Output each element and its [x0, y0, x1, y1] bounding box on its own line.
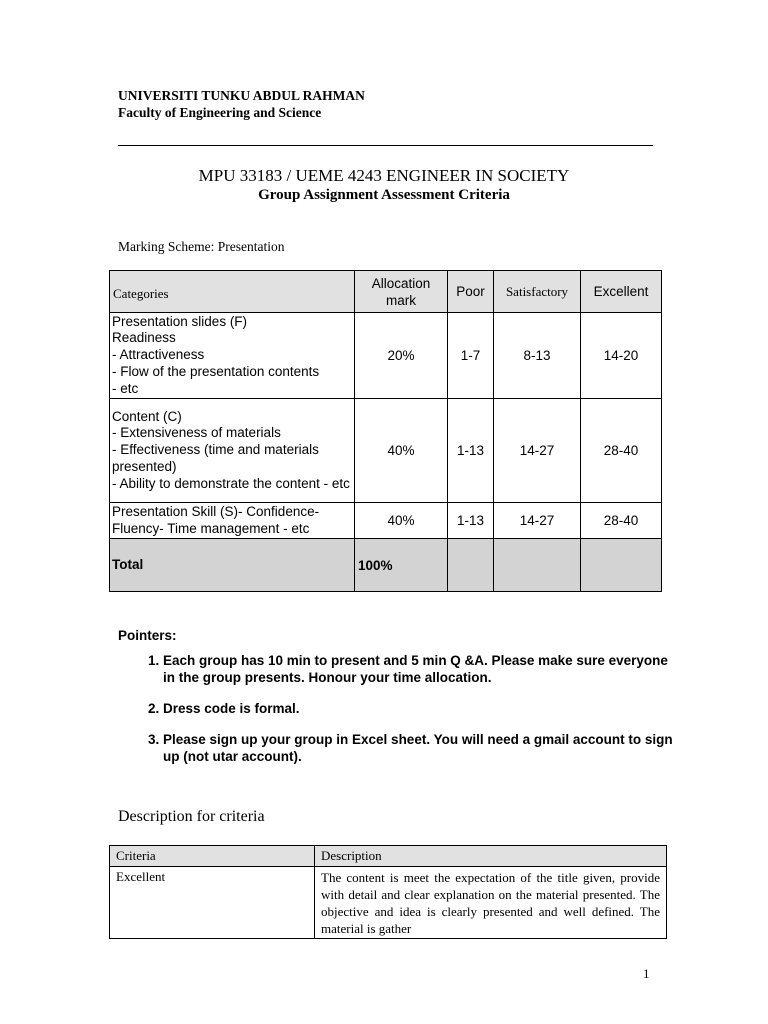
- criteria-cell: Excellent: [110, 867, 315, 939]
- assessment-criteria-table: [109, 270, 662, 592]
- satisfactory-cell: 14-27: [494, 503, 581, 539]
- description-text: The content is meet the expectation of the title given, provide with detail and clear explanation on the material presented. The objective and idea is clearly presented and well defined. The material is gather: [321, 870, 660, 936]
- description-heading: Description for criteria: [118, 808, 265, 825]
- header-poor: Poor: [448, 271, 494, 313]
- table-header-row: [110, 271, 662, 313]
- excellent-cell: 28-40: [581, 399, 662, 503]
- excellent-cell: 14-20: [581, 313, 662, 399]
- description-cell: [315, 867, 667, 939]
- page-number: 1: [643, 966, 650, 981]
- header-allocation: Allocation mark: [355, 271, 448, 313]
- total-value: 100%: [355, 539, 448, 592]
- table-row: [110, 867, 667, 939]
- satisfactory-cell: 8-13: [494, 313, 581, 399]
- criteria-description-table: [109, 845, 667, 939]
- table-row: [110, 399, 662, 503]
- university-name: UNIVERSITI TUNKU ABDUL RAHMAN: [118, 88, 365, 103]
- description-header-row: [110, 846, 667, 867]
- total-poor-cell: [448, 539, 494, 592]
- table-row: [110, 503, 662, 539]
- list-item: 3. Please sign up your group in Excel sheet. You will need a gmail account to sign up (not utar account).: [163, 731, 683, 765]
- category-cell: Presentation slides (F) Readiness - Attractiveness - Flow of the presentation contents - etc: [110, 313, 355, 399]
- total-label: Total: [110, 539, 355, 592]
- list-item: 2. Dress code is formal.: [163, 700, 683, 717]
- category-cell: Presentation Skill (S)- Confidence-Fluency- Time management - etc: [110, 503, 355, 539]
- category-cell: Content (C) - Extensiveness of materials - Effectiveness (time and materials presented) - Ability to demonstrate the content - etc: [110, 399, 355, 503]
- pointers-list: [138, 652, 683, 779]
- header-excellent: Excellent: [581, 271, 662, 313]
- header-criteria: Criteria: [110, 846, 315, 867]
- header-divider: [118, 145, 653, 146]
- header-description: Description: [315, 846, 667, 867]
- allocation-cell: 20%: [355, 313, 448, 399]
- marking-scheme-label: Marking Scheme: Presentation: [118, 239, 285, 254]
- course-title: MPU 33183 / UEME 4243 ENGINEER IN SOCIETY: [198, 166, 570, 185]
- table-row: [110, 313, 662, 399]
- poor-cell: 1-13: [448, 503, 494, 539]
- total-satisfactory-cell: [494, 539, 581, 592]
- total-excellent-cell: [581, 539, 662, 592]
- header-satisfactory: Satisfactory: [494, 271, 581, 313]
- satisfactory-cell: 14-27: [494, 399, 581, 503]
- total-row: [110, 539, 662, 592]
- poor-cell: 1-13: [448, 399, 494, 503]
- allocation-cell: 40%: [355, 399, 448, 503]
- faculty-name: Faculty of Engineering and Science: [118, 105, 322, 120]
- header-categories: Categories: [110, 271, 355, 313]
- excellent-cell: 28-40: [581, 503, 662, 539]
- document-subtitle: Group Assignment Assessment Criteria: [258, 187, 510, 203]
- poor-cell: 1-7: [448, 313, 494, 399]
- list-item: 1. Each group has 10 min to present and 5 min Q &A. Please make sure everyone in the group presents. Honour your time allocation.: [163, 652, 683, 686]
- allocation-cell: 40%: [355, 503, 448, 539]
- pointers-heading: Pointers:: [118, 628, 177, 643]
